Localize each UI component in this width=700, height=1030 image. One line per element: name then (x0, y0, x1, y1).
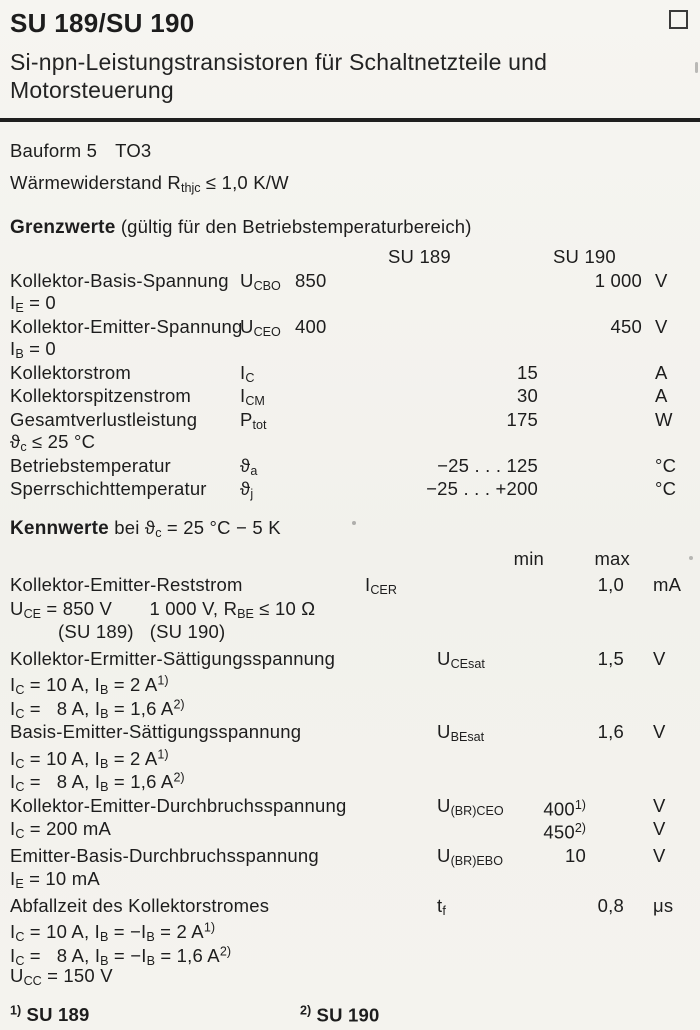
unit-label: μs (653, 894, 674, 916)
footnote-2 (300, 1000, 379, 1027)
kennwerte-heading-bold: Kennwerte (10, 517, 109, 539)
param-label: Basis-Emitter-Sättigungsspannung (10, 721, 302, 742)
grenzwerte-table (0, 270, 700, 501)
corner-box-icon (669, 10, 688, 29)
unit-label: V (653, 647, 666, 669)
param-label: Kollektor-Emitter-Durchbruchsspannung (10, 794, 347, 816)
condition-line (0, 767, 700, 795)
param-line (0, 573, 700, 597)
footnote-1 (0, 1004, 89, 1025)
value-common: −25 . . . 125 (437, 454, 538, 476)
kennwerte-heading-rest: bei $ϑ_c = 25$ °C − 5 K (108, 516, 281, 540)
param-symbol: $U_{(BR)CEO}$ (437, 794, 504, 818)
condition-text: $I_C = 8$ A, $I_B = 1,6$ $A^{2)}$ (10, 771, 185, 795)
condition-text: $I_C = 8$ A, $I_B = -I_B = 1,6$ $A^{2)}$ (10, 944, 232, 968)
condition-text: $I_C = 10$ A, $I_B = -I_B = 2$ $A^{1)}$ (10, 921, 216, 945)
unit-label: W (655, 408, 673, 430)
param-symbol: $I_C$ (240, 361, 255, 385)
condition-line (0, 744, 700, 771)
page-subtitle (0, 48, 700, 104)
limit-row (0, 385, 700, 408)
bauform-line (0, 140, 700, 172)
condition-text: $I_C = 8$ A, $I_B = 1,6$ $A^{2)}$ (10, 697, 185, 721)
grenzwerte-column-headers (0, 246, 700, 269)
unit-label: V (655, 315, 668, 337)
unit-label: A (655, 361, 668, 383)
limit-row (0, 316, 700, 361)
condition-line (0, 817, 700, 841)
value-min: 450$^{2)}$ (543, 821, 586, 843)
unit-label: V (653, 794, 666, 816)
param-line (0, 478, 700, 501)
unit-label: mA (653, 574, 682, 595)
characteristic-row (0, 573, 700, 644)
value-min: 10 (565, 844, 586, 866)
scan-artifact (352, 521, 356, 525)
unit-label: V (655, 269, 668, 291)
param-symbol: $U_{BEsat}$ (437, 721, 485, 744)
param-line (0, 409, 700, 432)
param-line (0, 455, 700, 478)
value-max: 1,5 (597, 647, 624, 669)
param-symbol: $P_{tot}$ (240, 408, 267, 432)
limit-row (0, 270, 700, 315)
value-max: 0,8 (597, 894, 624, 916)
footnote-2-marker: 2) (300, 1003, 312, 1018)
param-line (0, 894, 700, 918)
param-label: Sperrschichttemperatur (10, 478, 207, 499)
param-symbol: $I_{CM}$ (240, 385, 265, 408)
condition-text: $I_C = 200$ mA (10, 818, 112, 841)
column-header-min: min (513, 547, 544, 569)
condition-line (0, 670, 700, 698)
param-symbol: $U_{CBO}$ (240, 269, 281, 293)
param-line (0, 844, 700, 868)
condition-line (0, 867, 700, 891)
param-line (0, 270, 700, 293)
condition-line (0, 431, 700, 454)
limit-row (0, 409, 700, 454)
param-label: Kollektor-Ermitter-Sättigungsspannung (10, 647, 336, 669)
condition-line (0, 941, 700, 968)
bauform-value: TO3 (115, 140, 152, 161)
footnote-2-text: SU 190 (316, 1003, 380, 1025)
param-label: Betriebstemperatur (10, 454, 171, 476)
param-symbol: $U_{(BR)EBO}$ (437, 844, 503, 868)
param-label: Kollektor-Emitter-Reststrom (10, 574, 243, 595)
condition-line (0, 338, 700, 361)
param-symbol: $U_{CEsat}$ (437, 647, 485, 671)
condition-text: $I_B = 0$ (10, 338, 56, 361)
subtitle-line-1: Si-npn-Leistungstransistoren für Schaltnetzteile und (10, 49, 548, 75)
characteristic-row (0, 894, 700, 988)
page-title: SU 189/SU 190 (10, 8, 195, 38)
param-line (0, 362, 700, 385)
condition-text: (SU 189) (SU 190) (10, 621, 226, 642)
characteristic-row (0, 844, 700, 891)
scan-artifact (689, 556, 693, 560)
footnotes (0, 1000, 700, 1024)
value-su189: 400 (295, 315, 327, 337)
column-header-su190: SU 190 (553, 246, 616, 267)
bauform-label: Bauform 5 (10, 140, 98, 161)
param-line (0, 720, 700, 744)
param-label: Kollektor-Emitter-Spannung (10, 315, 243, 337)
param-label: Emitter-Basis-Durchbruchsspannung (10, 844, 319, 866)
param-symbol: $ϑ_j$ (240, 478, 254, 501)
param-label: Abfallzeit des Kollektorstromes (10, 894, 270, 916)
param-symbol: $ϑ_a$ (240, 454, 258, 478)
condition-text: $U_{CC} = 150$ V (10, 965, 113, 988)
page-header (0, 0, 700, 40)
condition-line (0, 917, 700, 945)
characteristic-row (0, 794, 700, 841)
value-common: 15 (517, 361, 538, 383)
param-line (0, 794, 700, 818)
param-line (0, 385, 700, 408)
grenzwerte-heading-bold: Grenzwerte (10, 217, 116, 238)
characteristic-row (0, 720, 700, 795)
param-label: Gesamtverlustleistung (10, 408, 198, 430)
condition-line (0, 597, 700, 621)
value-su190: 450 (610, 315, 642, 337)
kennwerte-column-headers (0, 547, 700, 571)
value-su190: 1 000 (594, 269, 642, 291)
footnote-1-marker: 1) (10, 1003, 22, 1018)
param-line (0, 316, 700, 339)
condition-line (0, 964, 700, 988)
condition-text: $I_C = 10$ A, $I_B = 2$ $A^{1)}$ (10, 674, 169, 698)
unit-label: A (655, 385, 668, 406)
characteristic-row (0, 647, 700, 721)
param-label: Kollektor-Basis-Spannung (10, 269, 229, 291)
condition-line (0, 694, 700, 721)
divider-rule (0, 118, 700, 122)
condition-line (0, 620, 700, 644)
condition-text: $I_C = 10$ A, $I_B = 2$ $A^{1)}$ (10, 747, 169, 771)
unit-label: V (653, 818, 666, 839)
value-common: 30 (517, 385, 538, 406)
param-label: Kollektorstrom (10, 361, 132, 383)
column-header-max: max (594, 547, 630, 569)
column-header-su189: SU 189 (388, 246, 451, 267)
thermal-resistance-line (0, 172, 700, 204)
limit-row (0, 362, 700, 385)
grenzwerte-heading (0, 210, 700, 246)
value-max: 1,0 (597, 574, 624, 595)
value-max: 1,6 (597, 721, 624, 742)
param-symbol: $U_{CEO}$ (240, 315, 281, 339)
condition-text: $I_E = 0$ (10, 292, 56, 315)
footnote-1-text: SU 189 (26, 1003, 90, 1025)
value-su189: 850 (295, 269, 327, 291)
scan-artifact (695, 62, 698, 73)
limit-row (0, 455, 700, 478)
unit-label: V (653, 721, 666, 742)
unit-label: °C (655, 454, 677, 476)
value-common: 175 (506, 408, 538, 430)
unit-label: V (653, 844, 666, 866)
subtitle-line-2: Motorsteuerung (10, 77, 174, 103)
grenzwerte-heading-rest: (gültig für den Betriebstemperaturbereich) (115, 216, 472, 237)
thermal-resistance-text: Wärmewiderstand $R_{thjc} \le 1,0$ K/W (10, 172, 289, 195)
kennwerte-heading (0, 511, 700, 547)
kennwerte-table (0, 573, 700, 988)
value-min: 400$^{1)}$ (543, 797, 586, 819)
limit-row (0, 478, 700, 501)
param-label: Kollektorspitzenstrom (10, 385, 192, 406)
param-symbol: $t_f$ (437, 894, 446, 918)
condition-text: $ϑ_c \le 25$ °C (10, 431, 96, 454)
condition-line (0, 292, 700, 315)
param-symbol: $I_{CER}$ (365, 574, 397, 597)
value-common: −25 . . . +200 (426, 478, 538, 499)
condition-text: $U_{CE} = 850$ V 1 000 V, $R_{BE} \le 10$ Ω (10, 597, 316, 621)
unit-label: °C (655, 478, 677, 499)
param-line (0, 647, 700, 671)
condition-text: $I_E = 10$ mA (10, 868, 100, 891)
